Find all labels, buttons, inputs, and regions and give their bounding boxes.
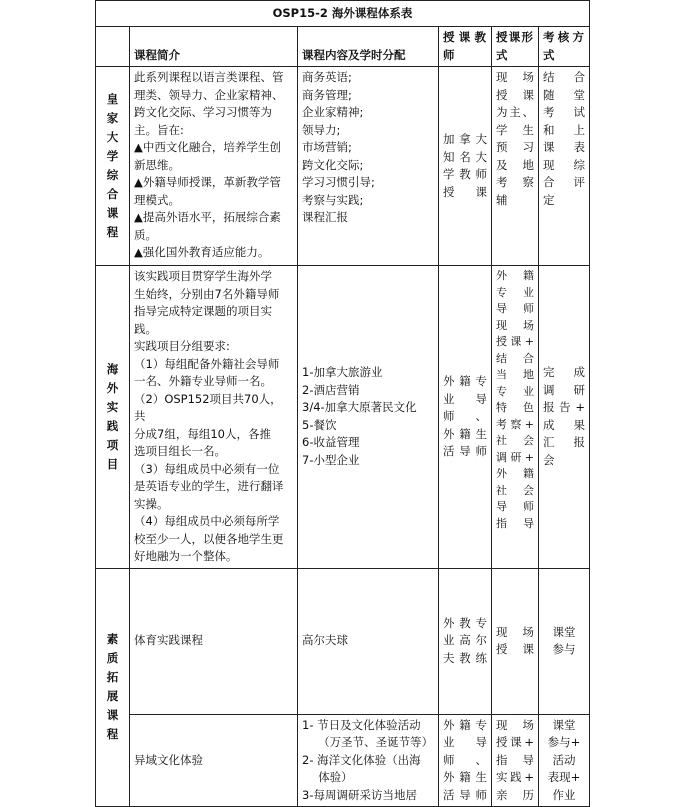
intro-cell: 体育实践课程 bbox=[130, 568, 298, 714]
category-header bbox=[96, 27, 130, 67]
content-cell: 高尔夫球 bbox=[298, 568, 439, 714]
content-cell: 1- 节日及文化体验活动 （万圣节、圣诞节等） 2- 海洋文化体验（出海 体验） 3-每周调研采访当地居 bbox=[298, 714, 439, 807]
table-row bbox=[96, 714, 590, 807]
assessment-cell: 课堂 参与 bbox=[539, 568, 590, 714]
content-cell: 商务英语; 商务管理; 企业家精神; 领导力; 市场营销; 跨文化交际; 学习习惯引导; 考察与实践; 课程汇报 bbox=[298, 67, 439, 266]
teacher-cell: 外籍专 业导 师、 外籍生 活导师 bbox=[439, 714, 492, 807]
assessment-cell: 课堂 参与+ 活动 表现+ 作业 bbox=[539, 714, 590, 807]
teacher-cell: 外籍专 业导 师、 外籍生 活导师 bbox=[439, 266, 492, 569]
intro-cell: 异域文化体验 bbox=[130, 714, 298, 807]
assessment-cell: 完成 调研 报告+ 成果 汇报 会 bbox=[539, 266, 590, 569]
table-row bbox=[96, 568, 590, 714]
category-cell: 素 质 拓 展 课 程 bbox=[96, 568, 130, 807]
course-system-table bbox=[95, 0, 590, 807]
assessment-header: 考核方式 bbox=[539, 27, 590, 67]
category-cell: 海 外 实 践 项 目 bbox=[96, 266, 130, 569]
content-cell: 1-加拿大旅游业 2-酒店营销 3/4-加拿大原著民文化 5-餐饮 6-收益管理 7-小型企业 bbox=[298, 266, 439, 569]
table-title: OSP15-2 海外课程体系表 bbox=[96, 1, 590, 27]
form-cell: 现场 授课+ 指导 实践+ 亲历 bbox=[492, 714, 539, 807]
teacher-cell: 加拿大 知名大 学教师 授课 bbox=[439, 67, 492, 266]
teacher-header: 授课教师 bbox=[439, 27, 492, 67]
form-cell: 现场 授课 为主、 学生 预习 及地 考察 辅 bbox=[492, 67, 539, 266]
assessment-cell: 结合 随堂 考试 和上 课表 现综 合评 定 bbox=[539, 67, 590, 266]
form-cell: 现场 授课 bbox=[492, 568, 539, 714]
intro-cell: 该实践项目贯穿学生海外学 生始终，分别由7名外籍导师 指导完成特定课题的项目实 践。 实践项目分组要求: （1）每组配备外籍社会导师 一名、外籍专业导师一名。 （2）OSP152项目共70人，共 分成7组，每组10人，各推 选项目组长一名。 （3）每组成员中必须有一位 是英语专业的学生，进行翻译 实操。 （4）每组成员中必须每所学 校至少一人，以便各地学生更 好地融为一个整体。 bbox=[130, 266, 298, 569]
teacher-cell: 外教专 业高尔 夫教练 bbox=[439, 568, 492, 714]
category-cell: 皇 家 大 学 综 合 课 程 bbox=[96, 67, 130, 266]
content-header: 课程内容及学时分配 bbox=[298, 27, 439, 67]
table-row bbox=[96, 266, 590, 569]
form-cell: 外籍 专业 导师 现场 授课+ 结合 当地 专业 特色 考察+ 社会 调研+ 外籍 社会 导师 指导 bbox=[492, 266, 539, 569]
intro-cell: 此系列课程以语言类课程、管 理类、领导力、企业家精神、 跨文化交际、学习习惯等为 主。旨在: ▲中西文化融合，培养学生创 新思维。 ▲外籍导师授课，革新教学管 理模式。 ▲提高外语水平，拓展综合素 质。 ▲强化国外教育适应能力。 bbox=[130, 67, 298, 266]
form-header: 授课形式 bbox=[492, 27, 539, 67]
table-row bbox=[96, 67, 590, 266]
intro-header: 课程简介 bbox=[130, 27, 298, 67]
